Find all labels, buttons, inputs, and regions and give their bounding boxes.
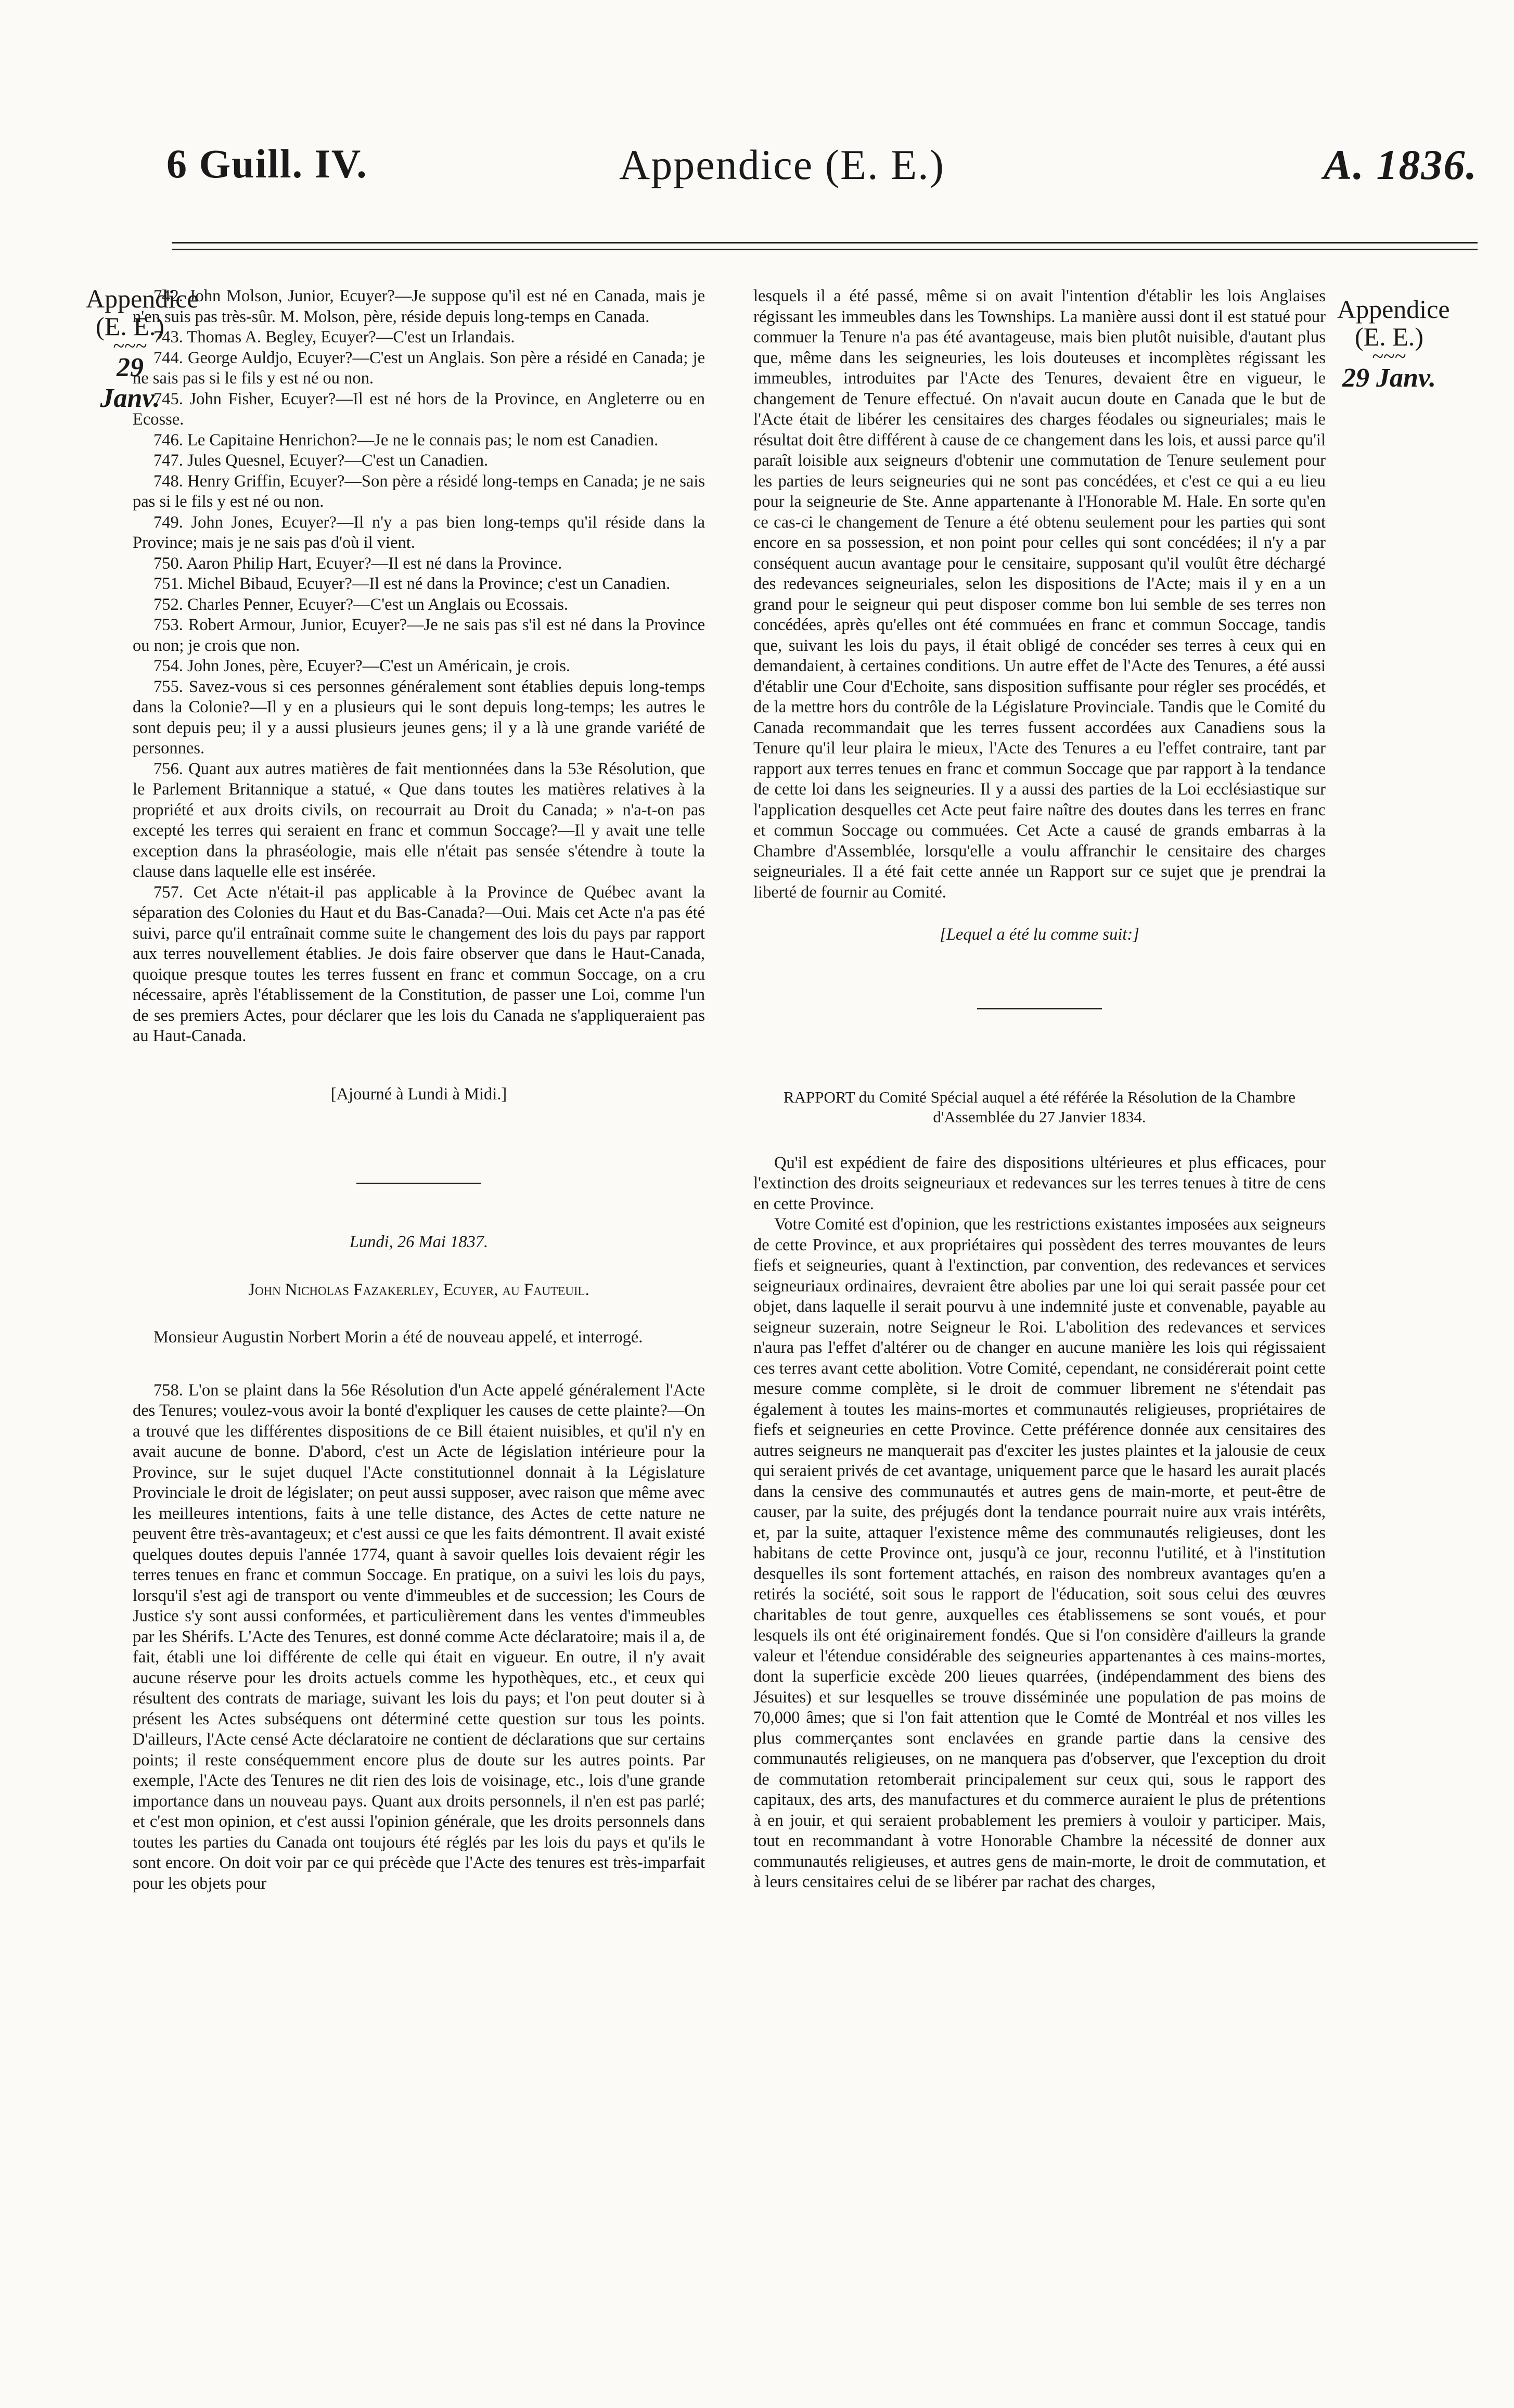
testimony-paragraph: 750. Aaron Philip Hart, Ecuyer?—Il est né dans la Province.	[153, 554, 562, 573]
testimony-paragraph: 744. George Auldjo, Ecuyer?—C'est un Anglais. Son père a résidé en Canada; je ne sais pas si le fils y est né ou non.	[133, 348, 705, 388]
report-paragraph: Qu'il est expédient de faire des dispositions ultérieures et plus efficaces, pour l'extinction des droits seigneuriaux et redevances sur les terres tenues à titre de cens en cette Province.	[753, 1153, 1326, 1213]
testimony-paragraph: 743. Thomas A. Begley, Ecuyer?—C'est un Irlandais.	[153, 328, 515, 347]
testimony-continuation: lesquels il a été passé, même si on avait l'intention d'établir les lois Anglaises régissant les immeubles dans les Townships. La manière aussi dont il est statué pour commuer la Tenure n'a pas été avantageuse, mais bien plutôt nuisible, d'autant plus que, même dans les seigneuries, les lois douteuses et incomplètes régissant les immeubles, introduites par l'Acte des Tenures, devaient être en vigueur, le changement de Tenure effectué. On n'avait aucun doute en Canada que le but de l'Acte était de libérer les censitaires des charges féodales ou signeuriales; mais le résultat doit être différent à cause de ce changement dans les lois, et aussi parce qu'il paraît loisible aux seigneurs d'obtenir une commutation de Tenure seulement pour les parties de leurs seigneuries qui ne sont pas concédées, et c'est ce qui a eu lieu pour la seigneurie de Ste. Anne appartenante à l'Honorable M. Hale. En sorte qu'en ce cas-ci le changement de Tenure a été obtenu seulement pour les parties qui sont encore en sa possession, et non point pour celles qui sont concédées; il n'y a par conséquent aucun avantage pour le censitaire, supposant qu'il voulût être déchargé des redevances seigneuriales, selon les dispositions de l'Acte; mais il y en a un grand pour le seigneur qui peut disposer comme bon lui semble de ses terres non concédées, après qu'elles ont été commuées en franc et commun Soccage, tandis que, suivant les lois du pays, il était obligé de concéder ses terres à ceux qui en demandaient, à certaines conditions. Un autre effet de l'Acte des Tenures, a été aussi d'établir une Cour d'Echoite, sans disposition suffisante pour régler ses procédés, et de la mettre hors du contrôle de la Législature Provinciale. Tandis que le Comité du Canada recommandait que les terres fussent accordées aux Canadiens sous la Tenure qu'il leur plaira le mieux, l'Acte des Tenures a eu l'effet contraire, tant par rapport aux terres tenues en franc et commun Soccage que par rapport à la tendance de cette loi dans les seigneuries. Il y a aussi des parties de la Loi ecclésiastique sur l'application desquelles cet Acte peut faire naître des doutes dans les terres en franc et commun Soccage ou commuées. Cet Acte a causé de grands embarras à la Chambre d'Assemblée, lorsqu'elle a voulu affranchir le censitaire des charges seigneuriales. Il a été fait cette année un Rapport sur ce sujet que je prendrai la liberté de fournir au Comité.	[753, 287, 1326, 902]
testimony-paragraph: 755. Savez-vous si ces personnes généralement sont établies depuis long-temps dans la Colonie?—Il y en a plusieurs qui le sont depuis long-temps; les autres le sont depuis peu; il y a aussi plusieurs jeunes gens; il y a là une grande variété de personnes.	[133, 677, 705, 758]
bracket-note: [Lequel a été lu comme suit:]	[940, 925, 1139, 944]
testimony-paragraph: 748. Henry Griffin, Ecuyer?—Son père a résidé long-temps en Canada; je ne sais pas si le fils y est né ou non.	[133, 471, 705, 511]
testimony-paragraph: 754. John Jones, père, Ecuyer?—C'est un Américain, je crois.	[153, 657, 570, 675]
report-title: RAPPORT du Comité Spécial auquel a été référée la Résolution de la Chambre d'Assemblée du 27 Janvier 1834.	[783, 1087, 1296, 1126]
testimony-paragraph: 745. John Fisher, Ecuyer?—Il est né hors de la Province, en Angleterre ou en Ecosse.	[133, 389, 705, 429]
margin-date: 29 Janv.	[100, 353, 160, 413]
witness-line: Monsieur Augustin Norbert Morin a été de nouveau appelé, et interrogé.	[153, 1328, 643, 1347]
header-title: Appendice (E. E.)	[619, 141, 945, 188]
right-column	[753, 286, 1326, 1893]
sitting-date: Lundi, 26 Mai 1837.	[349, 1233, 489, 1251]
report-paragraph: Votre Comité est d'opinion, que les restrictions existantes imposées aux seigneurs de cette Province, et aux propriétaires qui possèdent des terres mouvantes de leurs fiefs et seigneuries, quant à l'extinction, par convention, des redevances et services seigneuriaux ordinaires, devraient être abolies par une loi qui serait passée pour cet objet, dans laquelle il serait pourvu à une indemnité juste et convenable, payable au seigneur suzerain, notre Seigneur le Roi. L'abolition des redevances et services n'aura pas l'effet d'altérer ou de changer en aucune manière les lois qui régissaient ces terres avant cette abolition. Votre Comité, cependant, ne considérerait point cette mesure comme complète, si le droit de commuer librement ne s'étendait pas également à toutes les mains-mortes et communautés religieuses, propriétaires de fiefs et seigneuries en cette Province. Cette préférence donnée aux censitaires des autres seigneurs ne manquerait pas d'exciter les justes plaintes et la jalousie de ceux qui seraient privés de cet avantage, uniquement parce que le hasard les aurait placés dans la censive des communautés et autres gens de main-morte, et peut-être de causer, par la suite, des préjugés dont la tendance pourrait nuire aux vrais intérêts, et, par la suite, attaquer l'existence même des communautés religieuses, dont les habitans de cette Province ont, jusqu'à ce jour, reconnu l'utilité, et à l'institution desquelles ils sont fortement attachés, en raison des nombreux avantages qu'en a retirés la société, soit sous le rapport de l'éducation, soit sous celui des œuvres charitables de tout genre, auxquelles ces établissemens se sont voués, et pour lesquels ils ont été originairement fondés. Que si l'on considère d'ailleurs la grande valeur et l'étendue considérable des seigneuries appartenantes à ces mains-mortes, dont la superficie excède 200 lieues quarrées, (indépendamment des biens des Jésuites) et sur lesquelles se trouve disséminée une population de pas moins de 70,000 âmes; que si l'on fait attention que le Comté de Montréal et nos villes les plus commerçantes sont enclavées en grande partie dans la censive des communautés religieuses, on ne manquera pas d'observer, que l'exception du droit de commutation retomberait principalement sur ceux qui, sous le rapport des capitaux, des arts, des manufactures et du commerce auraient le plus de prétentions à en jouir, et qui seraient probablement les premiers à vouloir y participer. Mais, tout en recommandant à votre Honorable Chambre la nécessité de donner aux communautés religieuses, et autres gens de main-morte, le droit de commutation, et à leurs censitaires celui de se libérer par rachat des charges,	[753, 1215, 1326, 1891]
testimony-paragraph: 758. L'on se plaint dans la 56e Résolution d'un Acte appelé généralement l'Acte des Tenures; voulez-vous avoir la bonté d'expliquer les causes de cette plainte?—On a trouvé que les différentes dispositions de ce Bill étaient nuisibles, et qu'il n'y en avait aucune de bonne. D'abord, c'est un Acte de législation intérieure pour la Province, sur le sujet duquel l'Acte constitutionnel donnait à la Législature Provinciale le droit de législater; on peut aussi supposer, avec raison que même avec les meilleures intentions, faits à une telle distance, des Actes de cette nature ne peuvent être très-avantageux; et c'est aussi ce que les faits démontrent. Il avait existé quelques doutes depuis l'année 1774, quant à savoir quelles lois devaient régir les terres tenues en franc et commun Soccage. En pratique, on a suivi les lois du pays, lorsqu'il s'est agi de transport ou vente d'immeubles et de succession; les Cours de Justice s'y sont aussi conformées, et particulièrement dans les ventes d'immeubles par les Shérifs. L'Acte des Tenures, est donné comme Acte déclaratoire; mais il a, de fait, établi une loi différente de celle qui était en vigueur. En outre, il n'y avait aucune réserve pour les droits actuels comme les hypothèques, etc., et ceux qui résultent des contrats de mariage, suivant les lois du pays; et l'on peut douter si à présent les Actes subséquens ont déterminé cette question sur tous les points. D'ailleurs, l'Acte censé Acte déclaratoire ne contient de déclarations que sur certains points; il reste conséquemment encore plus de doute sur les autres points. Par exemple, l'Acte des Tenures ne dit rien des lois de voisinage, etc., lois d'une grande importance dans un nouveau pays. Quant aux droits personnels, il n'en est pas parlé; et c'est mon opinion, et c'est aussi l'opinion générale, que les droits personnels dans toutes les parties du Canada ont toujours été réglés par les lois du pays et qu'ils le sont encore. On doit voir par ce qui précède que l'Acte des tenures est très-imparfait pour les objets pour	[133, 1380, 705, 1893]
chair-line: John Nicholas Fazakerley, Ecuyer, au Fauteuil.	[248, 1280, 589, 1299]
margin-appendix-label: Appendice	[86, 284, 199, 313]
testimony-paragraph: 751. Michel Bibaud, Ecuyer?—Il est né dans la Province; c'est un Canadien.	[153, 574, 671, 593]
margin-date: 29 Janv.	[1342, 363, 1436, 393]
testimony-paragraph: 756. Quant aux autres matières de fait mentionnées dans la 53e Résolution, que le Parlement Britannique a statué, « Que dans toutes les matières relatives à la propriété et aux droits civils, on recourrait au Droit du Canada; » n'a-t-on pas excepté les terres qui seraient en franc et commun Soccage?—Il y avait une telle exception dans la phraséologie, mais elle n'était pas sensée s'étendre à toute la clause dans laquelle elle est insérée.	[133, 759, 705, 881]
testimony-paragraph: 742. John Molson, Junior, Ecuyer?—Je suppose qu'il est né en Canada, mais je n'en suis pas très-sûr. M. Molson, père, réside depuis long-temps en Canada.	[133, 287, 705, 326]
testimony-paragraph: 753. Robert Armour, Junior, Ecuyer?—Je ne sais pas s'il est né dans la Province ou non; je crois que non.	[133, 616, 705, 655]
testimony-paragraph: 752. Charles Penner, Ecuyer?—C'est un Anglais ou Ecossais.	[153, 595, 569, 614]
testimony-paragraph: 746. Le Capitaine Henrichon?—Je ne le connais pas; le nom est Canadien.	[153, 430, 659, 450]
margin-squiggle: ~~~	[113, 334, 147, 357]
section-divider	[356, 1183, 481, 1184]
testimony-paragraph: 749. John Jones, Ecuyer?—Il n'y a pas bien long-temps qu'il réside dans la Province; mais je ne sais pas d'où il vient.	[133, 513, 705, 552]
header-year: A. 1836.	[1323, 141, 1478, 188]
page-header	[166, 140, 1478, 203]
header-rule-bottom	[172, 249, 1478, 250]
margin-appendix-label: Appendice	[1337, 294, 1450, 324]
left-column	[133, 286, 705, 1894]
testimony-paragraph: 747. Jules Quesnel, Ecuyer?—C'est un Canadien.	[153, 451, 489, 470]
section-divider	[977, 1008, 1102, 1009]
margin-note-right	[1337, 294, 1450, 393]
margin-appendix-code: (E. E.)	[96, 311, 164, 341]
header-rule-top	[172, 242, 1478, 244]
testimony-paragraph: 757. Cet Acte n'était-il pas applicable à la Province de Québec avant la séparation des Colonies du Haut et du Bas-Canada?—Oui. Mais cet Acte n'a pas été suivi, parce qu'il entraînait comme suite le changement des lois du pays par rapport aux terres nouvellement établies. Je dois faire observer que dans le Haut-Canada, quoique presque toutes les terres fussent en franc et commun Soccage, on a cru nécessaire, après l'établissement de la Constitution, de passer une Loi, comme l'un de ses premiers Actes, pour déclarer que les lois du Canada ne s'appliqueraient pas au Haut-Canada.	[133, 882, 705, 1045]
header-regnal-year: 6 Guill. IV.	[166, 141, 368, 186]
adjournment-note: [Ajourné à Lundi à Midi.]	[330, 1084, 507, 1104]
margin-squiggle: ~~~	[1372, 344, 1406, 368]
margin-appendix-code: (E. E.)	[1355, 322, 1423, 351]
